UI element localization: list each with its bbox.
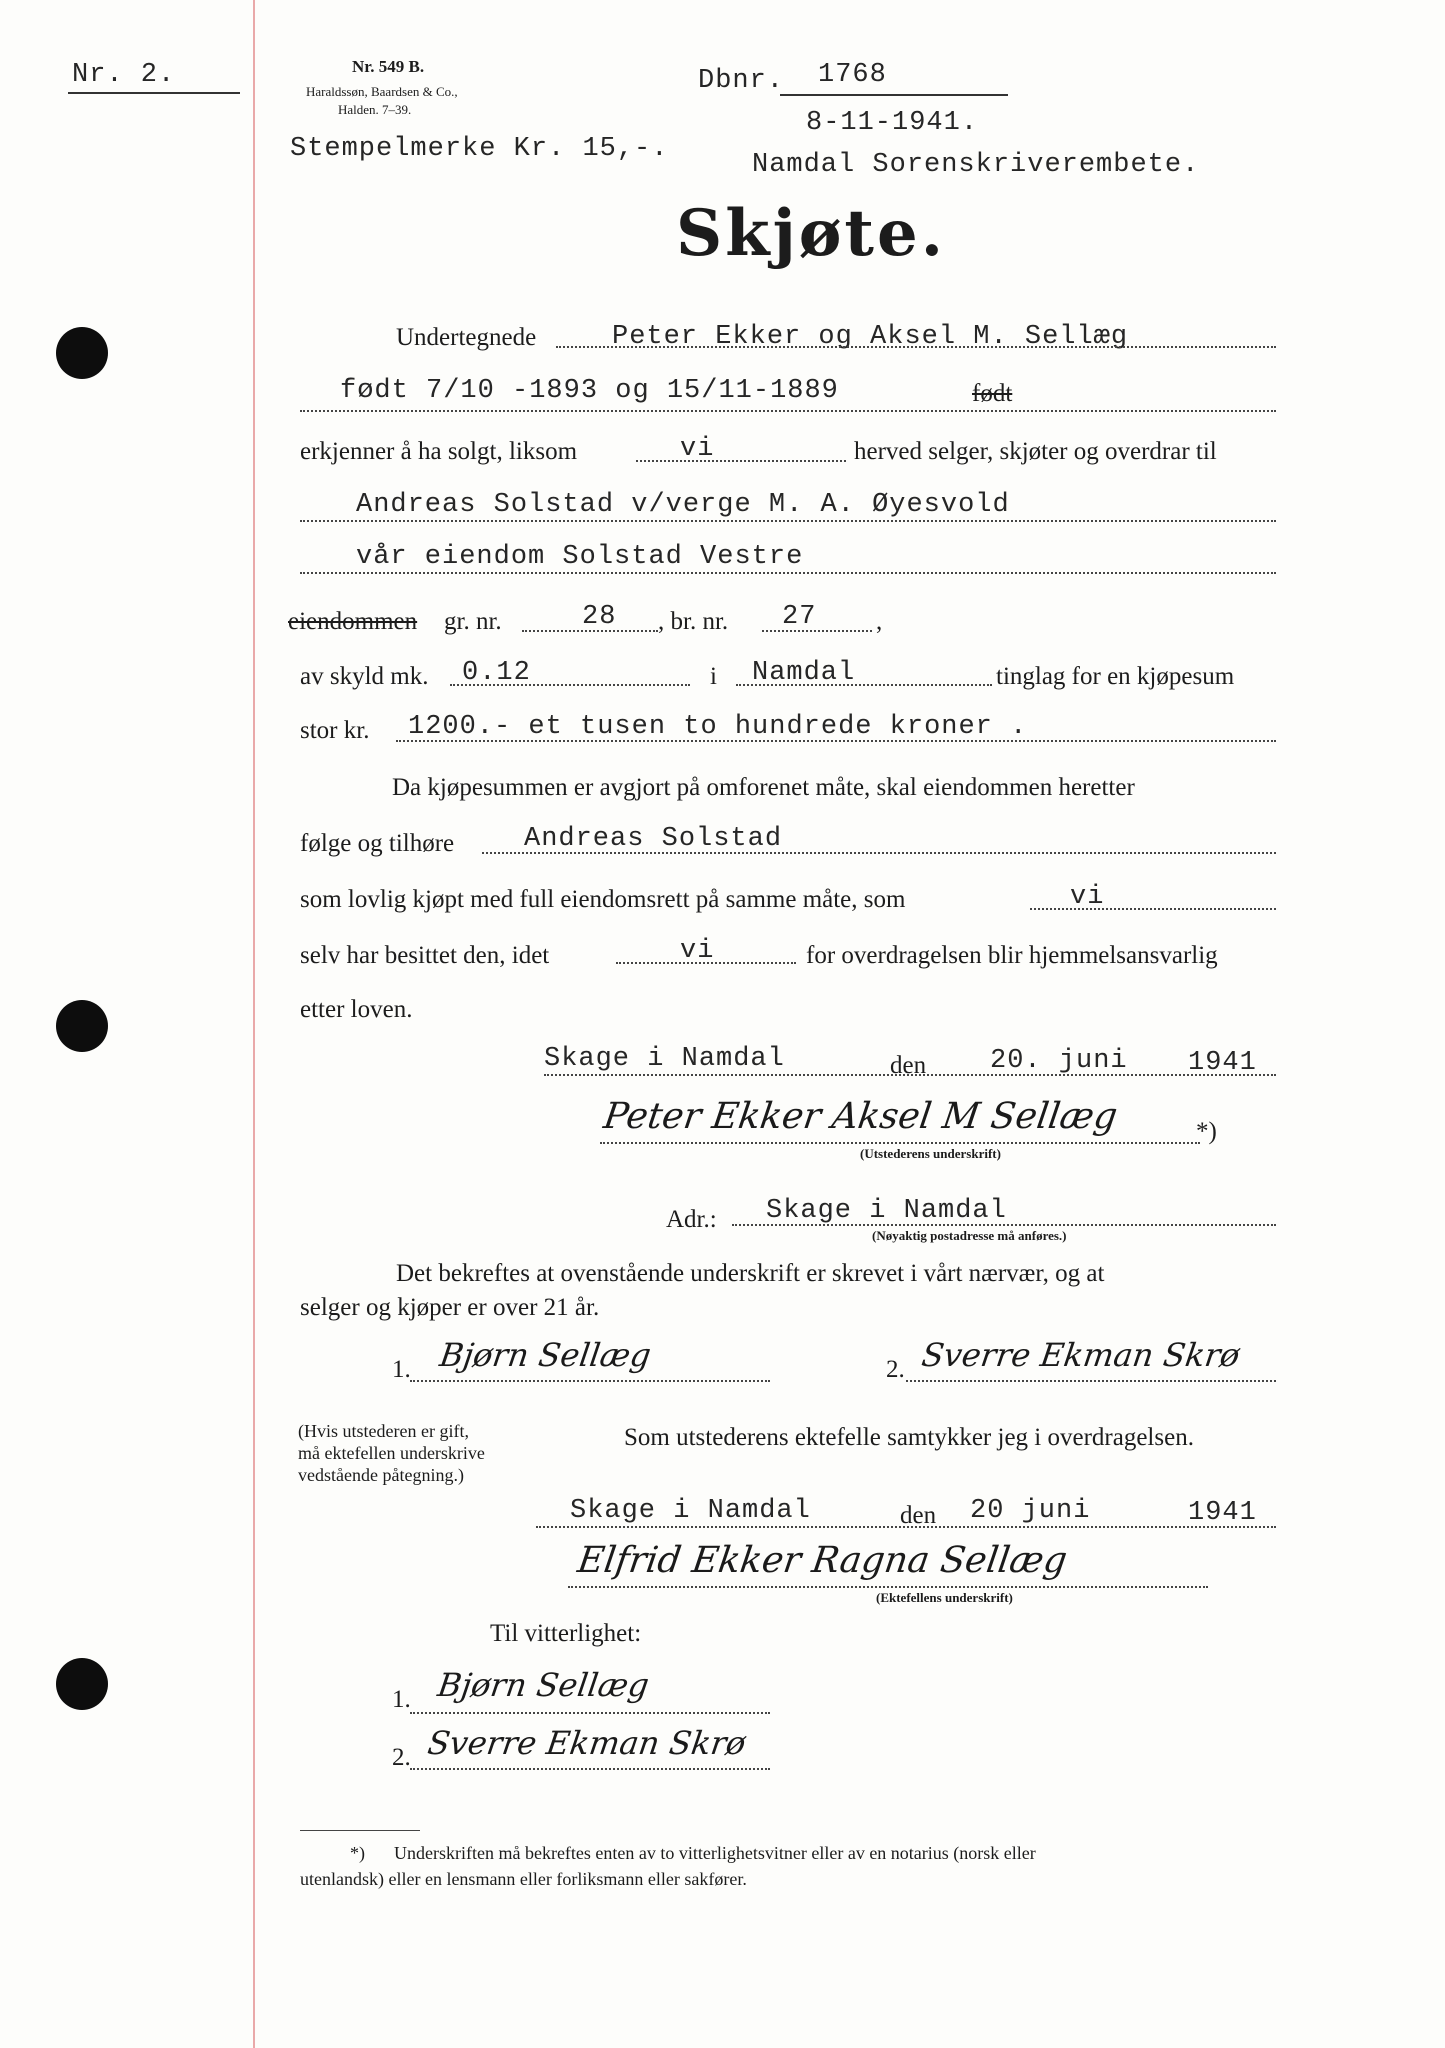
skyld-value: 0.12 [462, 658, 531, 688]
br-label: , br. nr. [658, 608, 729, 635]
price: 1200.- et tusen to hundrede kroner . [408, 712, 1028, 742]
lovlig-underline [1030, 908, 1276, 910]
lovlig-value: vi [1070, 882, 1105, 912]
vitterlighet-witness1-signature: Bjørn Sellæg [435, 1666, 652, 1704]
form-number: Nr. 549 B. [352, 57, 425, 76]
spouse-den: den [900, 1502, 937, 1529]
sellers: Peter Ekker og Aksel M. Sellæg [612, 322, 1129, 352]
adr-label: Adr.: [666, 1206, 717, 1233]
vitterlighet-witness2-signature: Sverre Ekman Skrø [425, 1724, 749, 1762]
gr-underline [522, 630, 658, 632]
footnote-mark: *) [350, 1843, 365, 1863]
spouse-year: 1941 [1188, 1498, 1257, 1528]
confirm-witness2-number: 2. [886, 1356, 905, 1383]
selv-value: vi [680, 936, 715, 966]
signature-underline [600, 1142, 1200, 1144]
confirm-witness2-signature: Sverre Ekman Skrø [919, 1336, 1243, 1374]
footnote-line2: utenlandsk) eller en lensmann eller forliksmann eller sakfører. [300, 1869, 747, 1889]
adr-caption: (Nøyaktig postadresse må anføres.) [872, 1228, 1067, 1243]
buyer-underline [300, 520, 1276, 522]
overdragelsen-text: for overdragelsen blir hjemmelsansvarlig [806, 942, 1218, 969]
confirm-witness1-underline [410, 1380, 770, 1382]
footnote-rule [300, 1830, 420, 1831]
stor-label: stor kr. [300, 717, 370, 744]
spouse-signature: Elfrid Ekker Ragna Sellæg [575, 1540, 1070, 1581]
spouse-date-underline [536, 1526, 1276, 1528]
adr-underline [732, 1224, 1276, 1226]
folge-underline [482, 852, 1276, 854]
place-value: Namdal [752, 658, 856, 688]
gr-value: 28 [582, 602, 617, 632]
br-underline [762, 630, 872, 632]
lovlig-text: som lovlig kjøpt med full eiendomsrett på samme måte, som [300, 886, 906, 913]
da-line: Da kjøpesummen er avgjort på omforenet måte, skal eiendommen heretter [392, 774, 1135, 801]
printer-place: Halden. 7–39. [338, 102, 412, 117]
signature-asterisk: *) [1196, 1118, 1217, 1145]
spouse-date: 20 juni [970, 1496, 1091, 1526]
price-underline [396, 740, 1276, 742]
confirm-witness1-signature: Bjørn Sellæg [437, 1336, 654, 1374]
undertegnede-label: Undertegnede [396, 324, 537, 351]
folge-label: følge og tilhøre [300, 830, 455, 857]
signing-year: 1941 [1188, 1048, 1257, 1078]
spouse-consent: Som utstederens ektefelle samtykker jeg i overdragelsen. [624, 1424, 1194, 1451]
vitterlighet-witness2-underline [410, 1768, 770, 1770]
vitterlighet-witness1-number: 1. [392, 1686, 411, 1713]
confirm-witness2-underline [906, 1380, 1276, 1382]
adr-value: Skage i Namdal [766, 1196, 1007, 1226]
skyld-label: av skyld mk. [300, 663, 429, 690]
skyld-underline [450, 684, 690, 686]
selv-underline [616, 962, 796, 964]
printer: Haraldssøn, Baardsen & Co., [306, 84, 458, 99]
nr-underline [68, 92, 240, 94]
confirm-line2: selger og kjøper er over 21 år. [300, 1294, 600, 1321]
issuer-signature: Peter Ekker Aksel M Sellæg [601, 1096, 1120, 1137]
pronoun-line [636, 460, 846, 462]
spouse-note2: må ektefellen underskrive [298, 1443, 485, 1463]
office: Namdal Sorenskriverembete. [752, 150, 1200, 180]
punch-hole-bottom [56, 1658, 108, 1710]
stamp-duty: Stempelmerke Kr. 15,-. [290, 134, 669, 164]
footnote-line1: Underskriften må bekreftes enten av to vitterlighetsvitner eller av en notarius (norsk eller [394, 1843, 1036, 1863]
vitterlighet-witness2-number: 2. [392, 1744, 411, 1771]
confirm-witness1-number: 1. [392, 1356, 411, 1383]
signing-place: Skage i Namdal [544, 1044, 785, 1074]
born-struck: født [972, 380, 1013, 407]
signature-caption: (Utstederens underskrift) [860, 1146, 1001, 1161]
eiendommen-struck: eiendommen [288, 608, 418, 635]
document-title: Skjøte. [676, 196, 946, 271]
gr-label: gr. nr. [444, 608, 502, 635]
punch-hole-middle [56, 1000, 108, 1052]
erkjenner-text: erkjenner å ha solgt, liksom [300, 438, 578, 465]
margin-rule [253, 0, 255, 2048]
spouse-caption: (Ektefellens underskrift) [876, 1590, 1013, 1605]
signing-den: den [890, 1052, 927, 1079]
spouse-note3: vedstående påtegning.) [298, 1465, 464, 1485]
dbnr-underline [780, 94, 1008, 96]
spouse-signature-underline [568, 1586, 1208, 1588]
br-value: 27 [782, 602, 817, 632]
property-line: vår eiendom Solstad Vestre [356, 542, 804, 572]
place-underline [736, 684, 992, 686]
vitterlighet-witness1-underline [410, 1712, 770, 1714]
born-line [300, 410, 1276, 412]
header-date: 8-11-1941. [806, 108, 979, 138]
dbnr-label: Dbnr. [698, 66, 785, 96]
etter-loven: etter loven. [300, 996, 413, 1023]
punch-hole-top [56, 327, 108, 379]
sellers-line [556, 346, 1276, 348]
signing-underline [544, 1074, 1276, 1076]
folge-value: Andreas Solstad [524, 824, 783, 854]
seller-pronoun: vi [680, 434, 715, 464]
herved-text: herved selger, skjøter og overdrar til [854, 438, 1217, 465]
signing-date: 20. juni [990, 1046, 1128, 1076]
spouse-note1: (Hvis utstederen er gift, [298, 1421, 469, 1441]
confirm-line1: Det bekreftes at ovenstående underskrift er skrevet i vårt nærvær, og at [396, 1260, 1105, 1287]
nr-label: Nr. 2. [72, 60, 176, 90]
born: født 7/10 -1893 og 15/11-1889 [340, 376, 839, 406]
buyer-line: Andreas Solstad v/verge M. A. Øyesvold [356, 490, 1010, 520]
vitterlighet-label: Til vitterlighet: [490, 1620, 642, 1647]
property-underline [300, 572, 1276, 574]
spouse-place: Skage i Namdal [570, 1496, 811, 1526]
selv-text: selv har besittet den, idet [300, 942, 550, 969]
dbnr-value: 1768 [818, 60, 887, 90]
tinglag-text: tinglag for en kjøpesum [996, 663, 1235, 690]
i-label: i [710, 663, 717, 690]
br-comma: , [876, 608, 883, 635]
